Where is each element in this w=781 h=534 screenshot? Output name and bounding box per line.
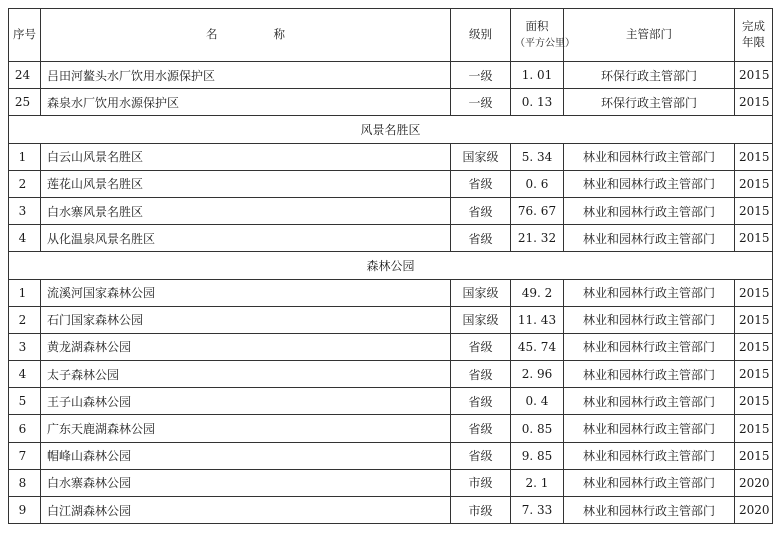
cell-level: 省级 [451,333,511,360]
header-area [511,9,575,62]
cell-dept: 林业和园林行政主管部门 [564,279,735,306]
header-year-line1: 完成 [742,19,765,34]
cell-area: 7. 33 [511,497,564,524]
section-title-scenic: 风景名胜区 [9,116,773,143]
header-dept-label: 主管部门 [626,27,672,42]
cell-level: 国家级 [451,306,511,333]
table-row [9,388,773,415]
cell-level: 市级 [451,469,511,496]
cell-name: 白水寨风景名胜区 [41,197,451,224]
cell-area: 11. 43 [511,306,564,333]
cell-seq: 9 [9,497,41,524]
cell-year: 2015 [735,415,773,442]
cell-dept: 林业和园林行政主管部门 [564,225,735,252]
cell-area: 45. 74 [511,333,564,360]
cell-area: 21. 32 [511,225,564,252]
section-row-scenic [9,116,773,143]
header-name-part-a: 名 [206,27,218,42]
cell-area: 2. 96 [511,361,564,388]
cell-name: 白云山风景名胜区 [41,143,451,170]
cell-area: 76. 67 [511,197,564,224]
cell-area: 49. 2 [511,279,564,306]
cell-year: 2020 [735,469,773,496]
header-name-part-b: 称 [273,27,285,42]
cell-level: 国家级 [451,279,511,306]
cell-year: 2015 [735,388,773,415]
cell-seq: 4 [9,361,41,388]
cell-seq: 5 [9,388,41,415]
header-area-line1: 面积 [525,19,549,34]
cell-name: 太子森林公园 [41,361,451,388]
cell-name: 白水寨森林公园 [41,469,451,496]
table-row [9,225,773,252]
table-row [9,197,773,224]
cell-dept: 林业和园林行政主管部门 [564,306,735,333]
table-row [9,279,773,306]
cell-dept: 林业和园林行政主管部门 [564,388,735,415]
cell-seq: 6 [9,415,41,442]
cell-seq: 2 [9,306,41,333]
cell-year: 2015 [735,143,773,170]
header-level [451,9,511,62]
cell-dept: 林业和园林行政主管部门 [564,143,735,170]
header-area-line2: （平方公里） [515,38,575,49]
table-row [9,306,773,333]
section-title-forest: 森林公园 [9,252,773,279]
cell-seq: 24 [9,62,41,89]
header-seq-label: 序号 [13,27,36,42]
header-seq [9,9,41,62]
cell-dept: 林业和园林行政主管部门 [564,361,735,388]
cell-seq: 1 [9,279,41,306]
header-level-label: 级别 [469,27,492,42]
cell-dept: 林业和园林行政主管部门 [564,469,735,496]
table-row [9,442,773,469]
header-name [41,9,451,62]
cell-dept: 林业和园林行政主管部门 [564,497,735,524]
cell-year: 2015 [735,279,773,306]
cell-area: 5. 34 [511,143,564,170]
table-row [9,497,773,524]
document-page [8,8,773,524]
cell-name: 莲花山风景名胜区 [41,170,451,197]
cell-year: 2015 [735,442,773,469]
table-row [9,170,773,197]
cell-name: 森泉水厂饮用水源保护区 [41,89,451,116]
cell-dept: 林业和园林行政主管部门 [564,442,735,469]
table-header-row [9,9,773,62]
cell-level: 省级 [451,442,511,469]
cell-name: 流溪河国家森林公园 [41,279,451,306]
cell-seq: 3 [9,333,41,360]
cell-year: 2015 [735,361,773,388]
cell-dept: 林业和园林行政主管部门 [564,333,735,360]
cell-dept: 林业和园林行政主管部门 [564,415,735,442]
cell-level: 国家级 [451,143,511,170]
cell-year: 2020 [735,497,773,524]
cell-seq: 7 [9,442,41,469]
cell-area: 1. 01 [511,62,564,89]
cell-name: 广东天鹿湖森林公园 [41,415,451,442]
cell-name: 白江湖森林公园 [41,497,451,524]
cell-level: 市级 [451,497,511,524]
cell-dept: 林业和园林行政主管部门 [564,170,735,197]
cell-year: 2015 [735,170,773,197]
table-row [9,89,773,116]
cell-level: 一级 [451,89,511,116]
cell-area: 0. 13 [511,89,564,116]
cell-year: 2015 [735,333,773,360]
cell-seq: 3 [9,197,41,224]
table-row [9,361,773,388]
cell-seq: 4 [9,225,41,252]
cell-name: 王子山森林公园 [41,388,451,415]
header-year-line2: 年限 [742,35,765,49]
cell-level: 省级 [451,361,511,388]
cell-area: 0. 4 [511,388,564,415]
cell-year: 2015 [735,306,773,333]
table-row [9,333,773,360]
section-row-forest [9,252,773,279]
cell-area: 9. 85 [511,442,564,469]
cell-dept: 环保行政主管部门 [564,62,735,89]
table-row [9,62,773,89]
cell-name: 帽峰山森林公园 [41,442,451,469]
cell-name: 吕田河鳌头水厂饮用水源保护区 [41,62,451,89]
cell-dept: 林业和园林行政主管部门 [564,197,735,224]
table-row [9,469,773,496]
header-year [735,9,773,62]
cell-area: 0. 85 [511,415,564,442]
cell-seq: 1 [9,143,41,170]
cell-seq: 8 [9,469,41,496]
cell-area: 0. 6 [511,170,564,197]
cell-level: 省级 [451,225,511,252]
table-row [9,143,773,170]
cell-year: 2015 [735,62,773,89]
table-row [9,415,773,442]
cell-level: 一级 [451,62,511,89]
cell-year: 2015 [735,197,773,224]
cell-area: 2. 1 [511,469,564,496]
cell-name: 石门国家森林公园 [41,306,451,333]
cell-name: 从化温泉风景名胜区 [41,225,451,252]
cell-name: 黄龙湖森林公园 [41,333,451,360]
cell-seq: 25 [9,89,41,116]
cell-seq: 2 [9,170,41,197]
cell-dept: 环保行政主管部门 [564,89,735,116]
cell-level: 省级 [451,197,511,224]
cell-level: 省级 [451,415,511,442]
header-dept [564,9,735,62]
cell-year: 2015 [735,89,773,116]
cell-year: 2015 [735,225,773,252]
cell-level: 省级 [451,388,511,415]
cell-level: 省级 [451,170,511,197]
protected-areas-table [8,8,773,524]
